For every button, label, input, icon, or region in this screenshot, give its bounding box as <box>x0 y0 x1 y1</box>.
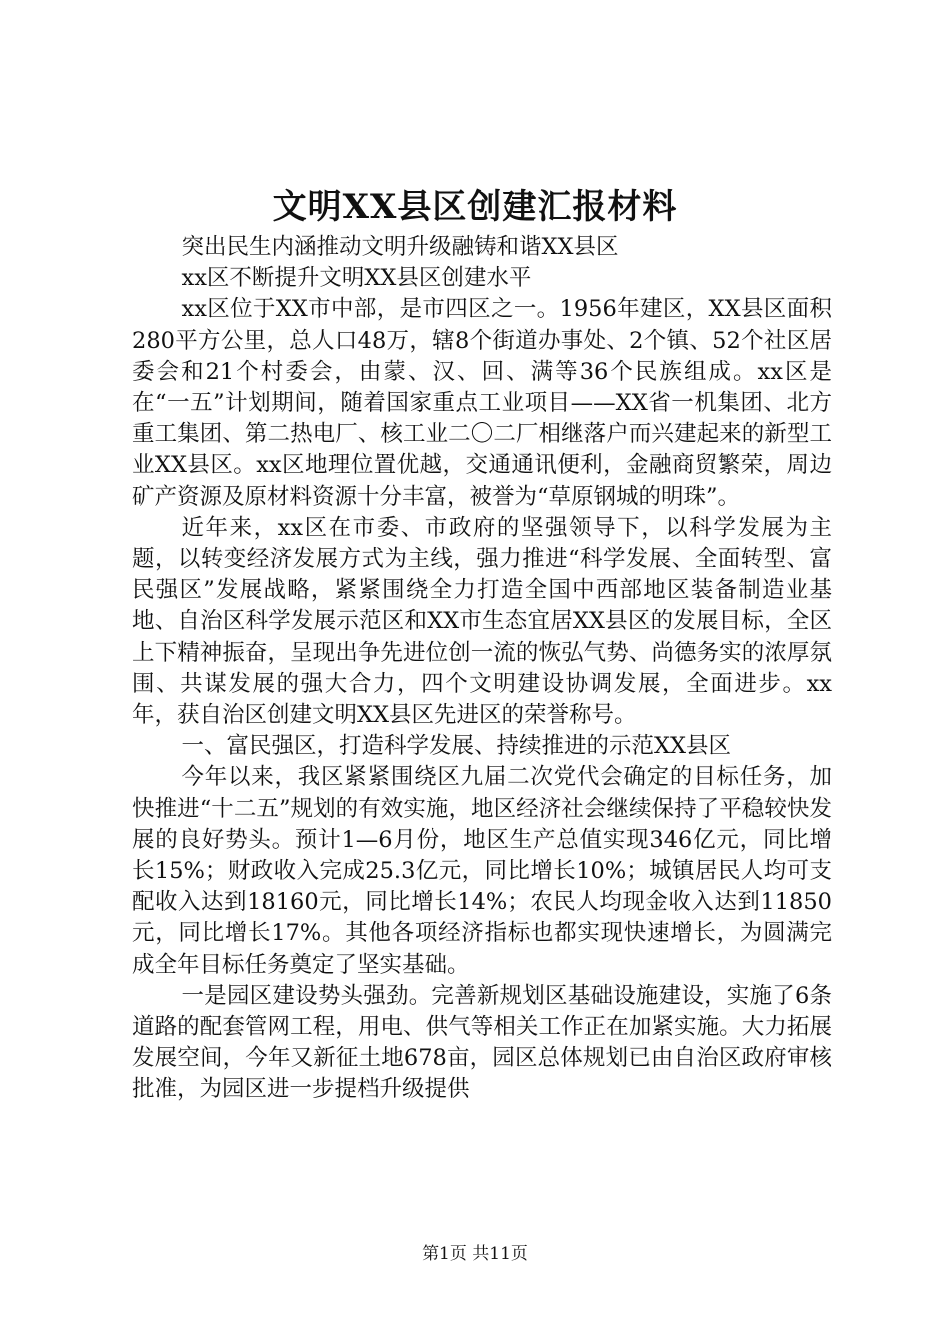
page-footer: 第1页 共11页 <box>422 1244 528 1264</box>
body-paragraph: 今年以来，我区紧紧围绕区九届二次党代会确定的目标任务，加快推进“十二五”规划的有效实施，地区经济社会继续保持了平稳较快发展的良好势头。预计1—6月份，地区生产总值实现346亿元，同比增长15%；财政收入完成25.3亿元，同比增长10%；城镇居民人均可支配收入达到18160元，同比增长14%；农民人均现金收入达到11850元，同比增长17%。其他各项经济指标也都实现快速增长，为圆满完成全年目标任务奠定了坚实基础。 <box>132 764 832 978</box>
subtitle-line-2: xx区不断提升文明XX县区创建水平 <box>181 265 532 292</box>
body-paragraph: 近年来，xx区在市委、市政府的坚强领导下，以科学发展为主题，以转变经济发展方式为主线，强力推进“科学发展、全面转型、富民强区”发展战略，紧紧围绕全力打造全国中西部地区装备制造业基地、自治区科学发展示范区和XX市生态宜居XX县区的发展目标，全区上下精神振奋，呈现出争先进位创一流的恢弘气势、尚德务实的浓厚氛围、共谋发展的强大合力，四个文明建设协调发展，全面进步。xx年，获自治区创建文明XX县区先进区的荣誉称号。 <box>132 514 832 729</box>
document-title: 文明XX县区创建汇报材料 <box>272 187 678 227</box>
subtitle-line-1: 突出民生内涵推动文明升级融铸和谐XX县区 <box>181 234 619 260</box>
document-body <box>132 232 832 1106</box>
section-heading: 一、富民强区，打造科学发展、持续推进的示范XX县区 <box>181 733 732 760</box>
body-paragraph: xx区位于XX市中部，是市四区之一。1956年建区，XX县区面积280平方公里，总人口48万，辖8个街道办事处、2个镇、52个社区居委会和21个村委会，由蒙、汉、回、满等36个民族组成。xx区是在“一五”计划期间，随着国家重点工业项目——XX省一机集团、北方重工集团、第二热电厂、核工业二〇二厂相继落户而兴建起来的新型工业XX县区。xx区地理位置优越，交通通讯便利，金融商贸繁荣，周边矿产资源及原材料资源十分丰富，被誉为“草原钢城的明珠”。 <box>132 296 832 510</box>
body-paragraph: 一是园区建设势头强劲。完善新规划区基础设施建设，实施了6条道路的配套管网工程，用电、供气等相关工作正在加紧实施。大力拓展发展空间，今年又新征土地678亩，园区总体规划已由自治区政府审核批准，为园区进一步提档升级提供 <box>132 982 832 1103</box>
